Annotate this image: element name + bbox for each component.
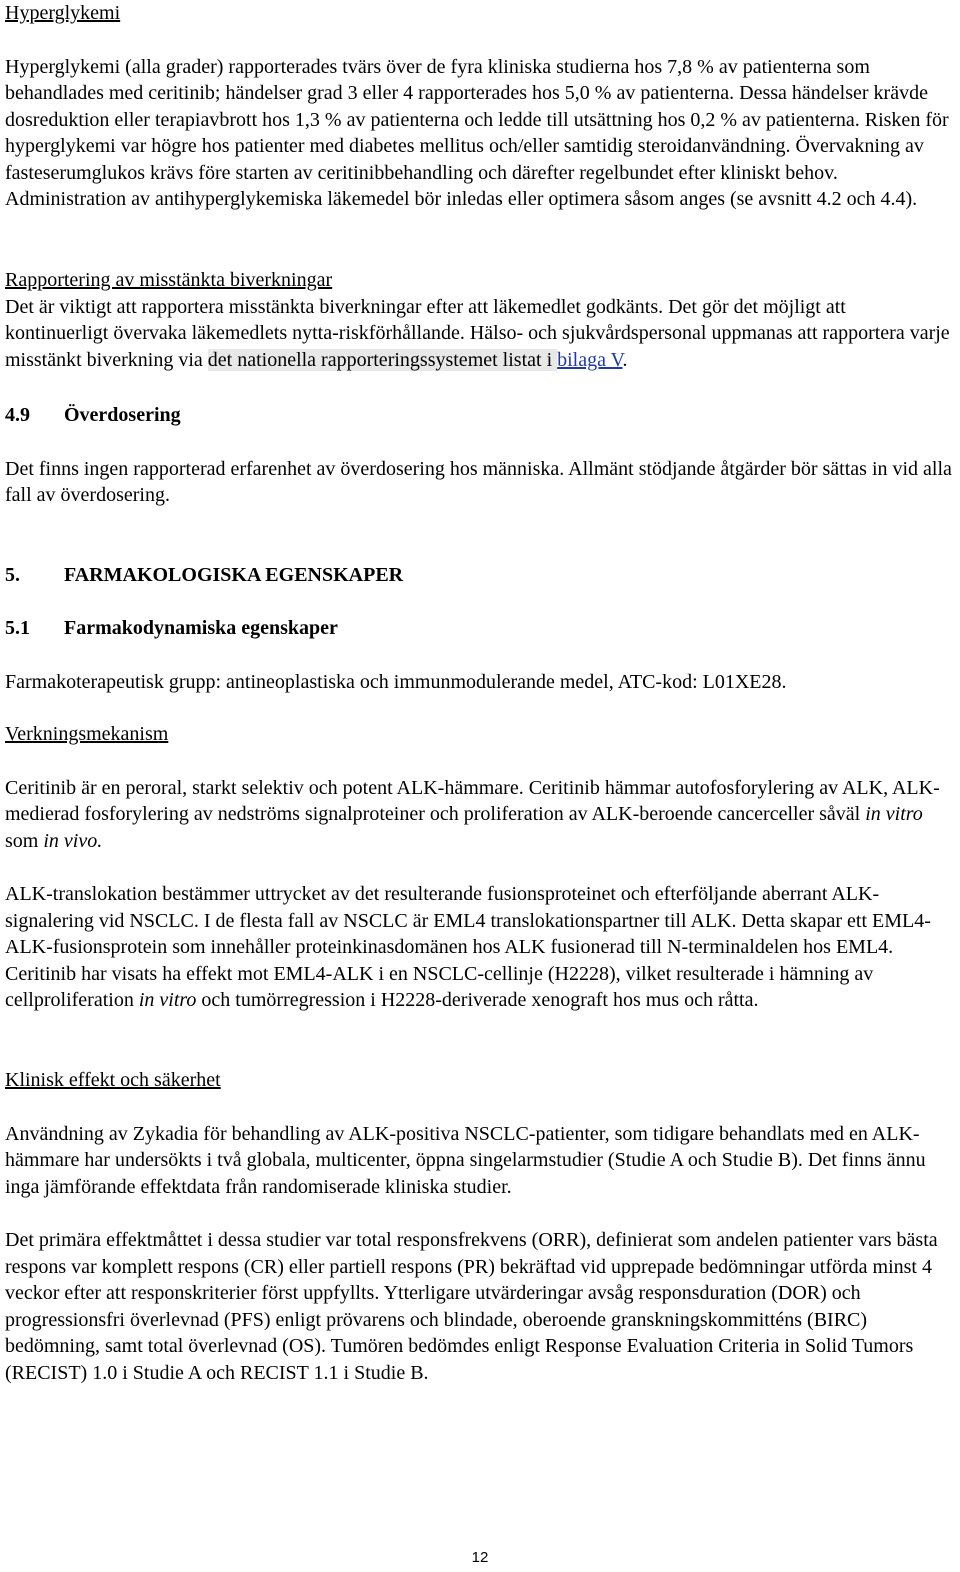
overdose-section bbox=[5, 402, 953, 509]
clinical-paragraph-2: Det primära effektmåttet i dessa studier var total responsfrekvens (ORR), definierat som andelen patienter vars bästa respons var komplett respons (CR) eller partiell respons (PR) bekräftad vid upprepade bedömningar utförda minst 4 veckor efter att responskriterier först uppfyllts. Ytterligare utvärderingar avsåg responsduration (DOR) och progressionsfri överlevnad (PFS) enligt prövarens och blindade, oberoende granskningskommitténs (BIRC) bedömning, samt total överlevnad (OS). Tumören bedömdes enligt Response Evaluation Criteria in Solid Tumors (RECIST) 1.0 i Studie A och RECIST 1.1 i Studie B. bbox=[5, 1229, 938, 1384]
mechanism-p2-in-vitro: in vitro bbox=[138, 989, 197, 1011]
mechanism-p1-text: Ceritinib är en peroral, starkt selektiv och potent ALK-hämmare. Ceritinib hämmar autofosforylering av ALK, ALK-medierad fosforylering av nedströms signalproteiner och proliferation av ALK-beroende cancerceller såväl bbox=[5, 776, 940, 825]
mechanism-p2-text: ALK-translokation bestämmer uttrycket av det resulterande fusionsproteinet och efterföljande aberrant ALK-signalering vid NSCLC. I de flesta fall av NSCLC är EML4 translokationspartner till ALK. Detta skapar ett EML4-ALK-fusionsprotein som innehåller proteinkinasdomänen hos ALK fusionerad till N-terminaldelen hos EML4. Ceritinib har visats ha effekt mot EML4-ALK i en NSCLC-cellinje (H2228), vilket resulterade i hämning av cellproliferation bbox=[5, 883, 931, 1011]
mechanism-heading: Verkningsmekanism bbox=[5, 723, 169, 745]
reporting-heading: Rapportering av misstänkta biverkningar bbox=[5, 269, 333, 291]
mechanism-p2-text-2: och tumörregression i H2228-deriverade xenograft hos mus och råtta. bbox=[196, 989, 759, 1011]
mechanism-p1-in-vitro: in vitro bbox=[865, 803, 923, 825]
page-number: 12 bbox=[471, 1549, 489, 1566]
overdose-paragraph: Det finns ingen rapporterad erfarenhet av överdosering hos människa. Allmänt stödjande åtgärder bör sättas in vid alla fall av överdosering. bbox=[5, 457, 952, 506]
overdose-heading bbox=[5, 402, 953, 429]
section5 bbox=[5, 562, 953, 589]
reporting-highlighted-text: det nationella rapporteringssystemet listat i bbox=[207, 348, 558, 371]
section5-title: FARMAKOLOGISKA EGENSKAPER bbox=[64, 564, 404, 586]
hyperglycemia-section bbox=[5, 0, 953, 213]
section5-heading bbox=[5, 562, 953, 589]
reporting-section bbox=[5, 267, 953, 373]
mechanism-p1-in-vivo: in vivo. bbox=[43, 829, 103, 852]
section51-heading bbox=[5, 615, 953, 642]
reporting-paragraph bbox=[5, 294, 953, 374]
section51 bbox=[5, 615, 953, 695]
section51-title: Farmakodynamiska egenskaper bbox=[64, 617, 338, 639]
reporting-end: . bbox=[622, 348, 628, 371]
clinical-section bbox=[5, 1067, 953, 1386]
overdose-number: 4.9 bbox=[5, 404, 30, 426]
section51-number: 5.1 bbox=[5, 617, 30, 639]
clinical-paragraph-1: Användning av Zykadia för behandling av ALK-positiva NSCLC-patienter, som tidigare behandlats med en ALK-hämmare har undersökts i två globala, multicenter, öppna singelarmstudier (Studie A och Studie B). Det finns ännu inga jämförande effektdata från randomiserade kliniska studier. bbox=[5, 1122, 926, 1198]
atc-group-paragraph: Farmakoterapeutisk grupp: antineoplastiska och immunmodulerande medel, ATC-kod: L01XE28. bbox=[5, 670, 787, 693]
mechanism-section bbox=[5, 721, 953, 1014]
mechanism-paragraph-2 bbox=[5, 881, 953, 1014]
reporting-text: Det är viktigt att rapportera misstänkta biverkningar efter att läkemedlet godkänts. Det gör det möjligt att kontinuerligt övervaka läkemedlets nytta-riskförhållande. Hälso- och sjukvårdspersonal uppmanas att rapportera varje misstänkt biverkning via bbox=[5, 295, 950, 371]
annex-v-link[interactable]: bilaga V bbox=[557, 348, 623, 371]
mechanism-paragraph-1 bbox=[5, 775, 953, 855]
section5-number: 5. bbox=[5, 564, 20, 586]
clinical-heading: Klinisk effekt och säkerhet bbox=[5, 1069, 221, 1091]
overdose-title: Överdosering bbox=[64, 404, 181, 426]
hyperglycemia-paragraph: Hyperglykemi (alla grader) rapporterades tvärs över de fyra kliniska studierna hos 7,8 % av patienterna som behandlades med ceritinib; händelser grad 3 eller 4 rapporterades hos 5,0 % av patienterna. Dessa händelser krävde dosreduktion eller terapiavbrott hos 1,3 % av patienterna och ledde till utsättning hos 0,2 % av patienterna. Risken för hyperglykemi var högre hos patienter med diabetes mellitus och/eller samtidig steroidanvändning. Övervakning av fasteserumglukos krävs före starten av ceritinibbehandling och därefter regelbundet efter kliniskt behov. Administration av antihyperglykemiska läkemedel bör inledas eller optimera såsom anges (se avsnitt 4.2 och 4.4). bbox=[5, 55, 949, 210]
mechanism-p1-text-2: som bbox=[5, 829, 44, 852]
hyperglycemia-heading: Hyperglykemi bbox=[5, 2, 121, 24]
